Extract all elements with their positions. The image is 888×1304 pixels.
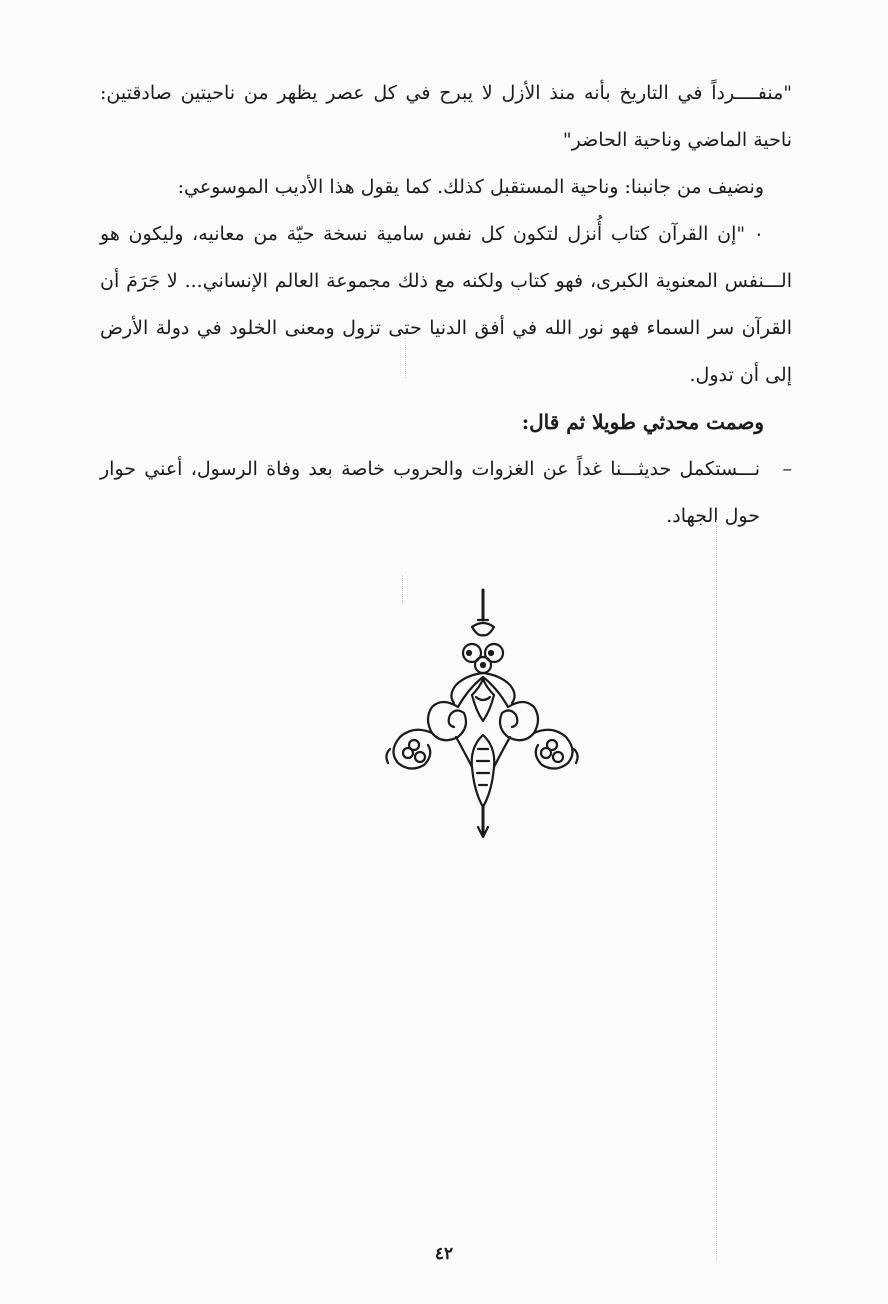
quote-continuation-paragraph: "منفــــرداً في التاريخ بأنه منذ الأزل لا يبرح في كل عصر يظهر من ناحيتين صادقتين: ناحية الماضي وناحية الحاضر" [100,82,792,151]
page-number: ٤٢ [434,1244,454,1264]
dialog-dash: – [782,458,792,480]
author-comment-paragraph: ونضيف من جانبنا: وناحية المستقبل كذلك. كما يقول هذا الأديب الموسوعي: [177,176,764,198]
body-text [100,70,792,540]
dialog-text: نـــستكمل حديثـــنا غداً عن الغزوات والحروب خاصة بعد وفاة الرسول، أعني حوار حول الجهاد. [100,458,760,527]
dialog-paragraph [100,446,792,540]
floral-ornament-icon [380,585,580,845]
scan-artifact-line [402,575,403,605]
scan-artifact-line [405,338,406,378]
quran-quote-paragraph: ٠ "إن القرآن كتاب أُنزل لتكون كل نفس سامية نسخة حيّة من معانيه، وليكون هو الـــنفس المعنوية الكبرى، فهو كتاب ولكنه مع ذلك مجموعة العالم الإنساني... لا جَرَمَ أن القرآن سر السماء فهو نور الله في أفق الدنيا حتى تزول ومعنى الخلود في دولة الأرض إلى أن تدول. [100,223,792,386]
scan-artifact-line [716,520,717,1260]
section-heading: وصمت محدثي طويلا ثم قال: [521,410,764,434]
